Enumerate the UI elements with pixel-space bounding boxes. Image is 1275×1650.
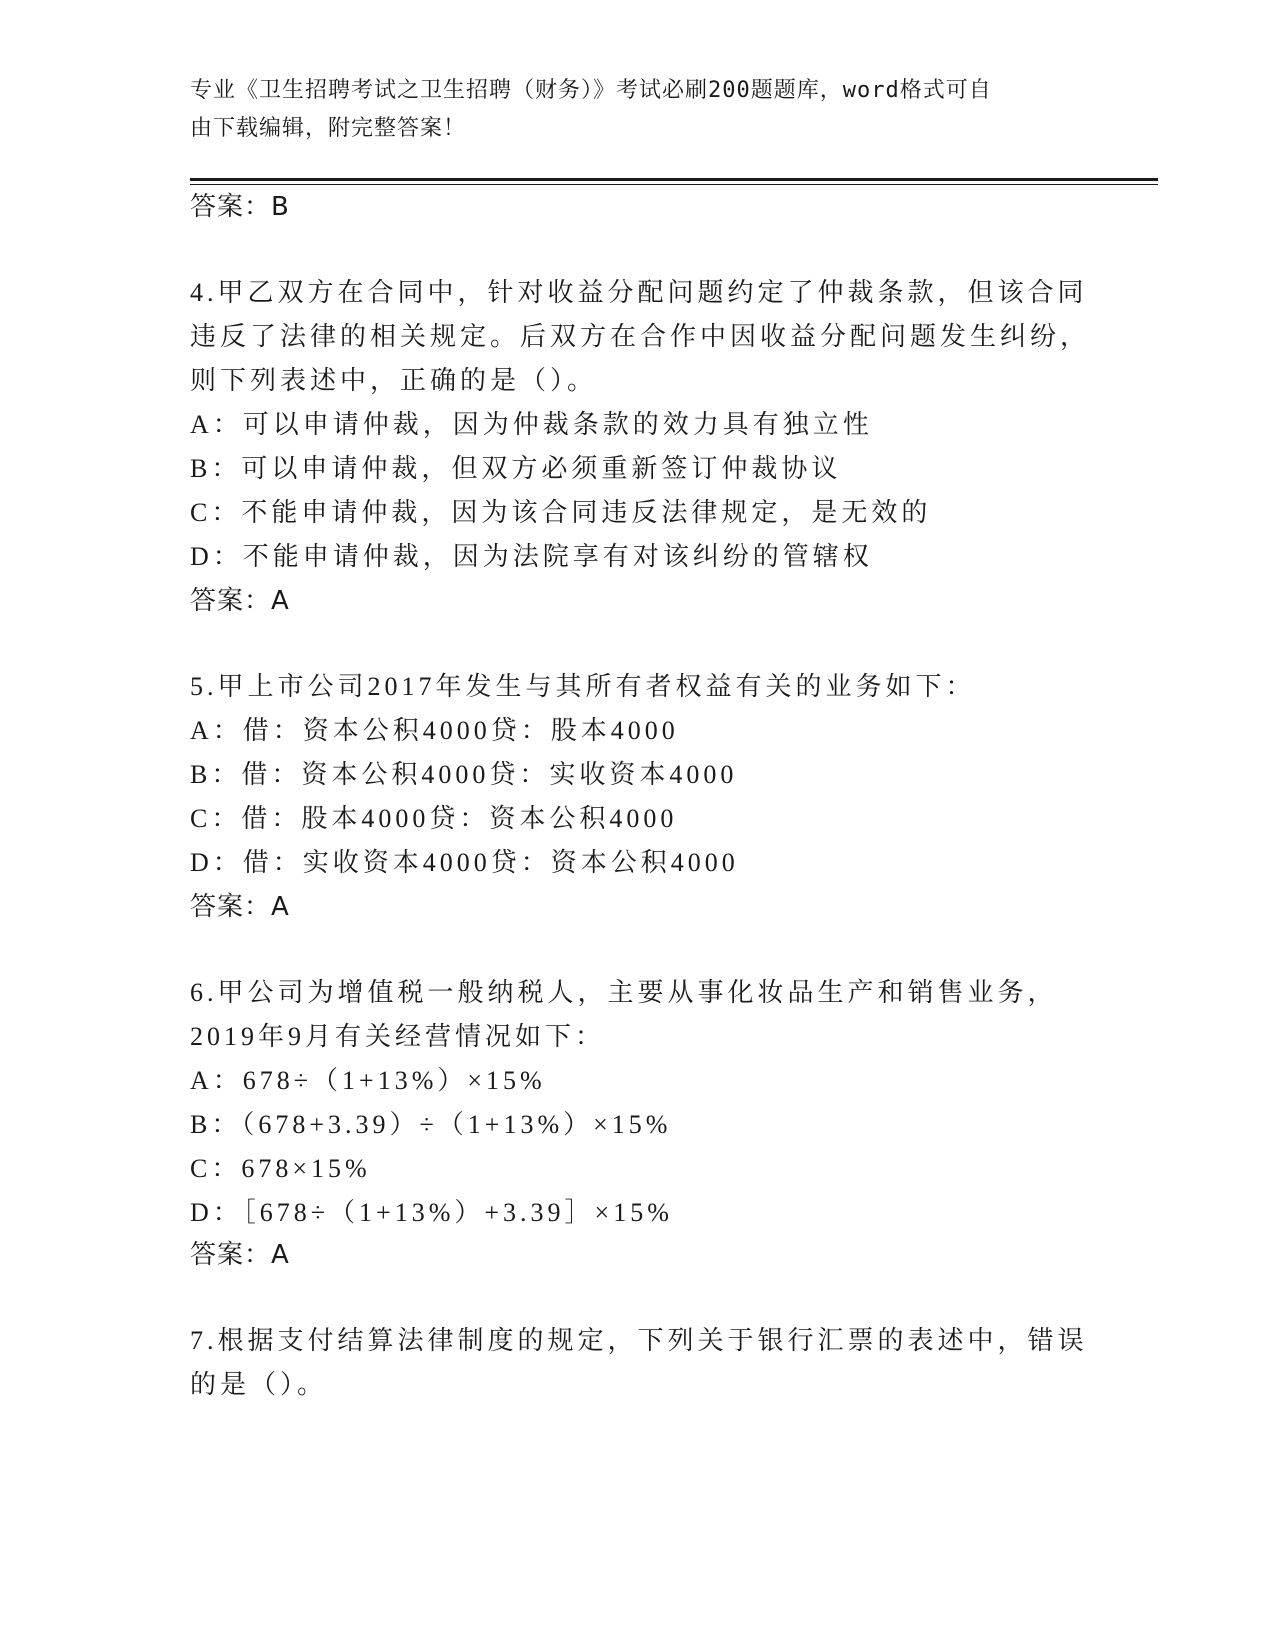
question-6-option-d: D：［678÷（1+13%）+3.39］×15% xyxy=(190,1198,673,1227)
header-line-1: 专业《卫生招聘考试之卫生招聘（财务）》考试必刷200题题库，word格式可自 xyxy=(190,78,992,103)
question-4-answer: 答案：A xyxy=(190,586,290,616)
question-5-answer: 答案：A xyxy=(190,892,290,922)
header-rule-thick xyxy=(190,178,1158,181)
question-6-answer: 答案：A xyxy=(190,1240,290,1270)
question-5-stem-line-1: 5.甲上市公司2017年发生与其所有者权益有关的业务如下： xyxy=(190,672,976,701)
question-4-option-a: A：可以申请仲裁，因为仲裁条款的效力具有独立性 xyxy=(190,410,873,439)
question-7-stem-line-2: 的是（）。 xyxy=(190,1370,328,1399)
question-5-option-d: D：借：实收资本4000贷：资本公积4000 xyxy=(190,848,739,877)
question-4-option-d: D：不能申请仲裁，因为法院享有对该纠纷的管辖权 xyxy=(190,542,873,571)
answer-previous: 答案：B xyxy=(190,192,290,222)
question-4-stem-line-2: 违反了法律的相关规定。后双方在合作中因收益分配问题发生纠纷， xyxy=(190,322,1091,351)
question-6-stem-line-1: 6.甲公司为增值税一般纳税人，主要从事化妆品生产和销售业务， xyxy=(190,978,1058,1007)
question-6-stem-line-2: 2019年9月有关经营情况如下： xyxy=(190,1022,606,1051)
question-5-option-a: A：借：资本公积4000贷：股本4000 xyxy=(190,716,679,745)
question-6-option-a: A：678÷（1+13%）×15% xyxy=(190,1066,546,1095)
question-6-option-c: C：678×15% xyxy=(190,1154,371,1183)
question-6-option-b: B：（678+3.39）÷（1+13%）×15% xyxy=(190,1110,672,1139)
question-5-option-b: B：借：资本公积4000贷：实收资本4000 xyxy=(190,760,738,789)
question-5-option-c: C：借：股本4000贷：资本公积4000 xyxy=(190,804,678,833)
header-line-2: 由下载编辑，附完整答案！ xyxy=(190,116,467,141)
question-4-option-b: B：可以申请仲裁，但双方必须重新签订仲裁协议 xyxy=(190,454,842,483)
document-header xyxy=(190,72,1070,148)
header-rule-thin xyxy=(190,184,1158,185)
question-4-option-c: C：不能申请仲裁，因为该合同违反法律规定，是无效的 xyxy=(190,498,932,527)
question-4-stem-line-1: 4.甲乙双方在合同中，针对收益分配问题约定了仲裁条款，但该合同 xyxy=(190,278,1088,307)
question-4-stem-line-3: 则下列表述中，正确的是（）。 xyxy=(190,366,598,395)
question-7-stem-line-1: 7.根据支付结算法律制度的规定，下列关于银行汇票的表述中，错误 xyxy=(190,1326,1088,1355)
